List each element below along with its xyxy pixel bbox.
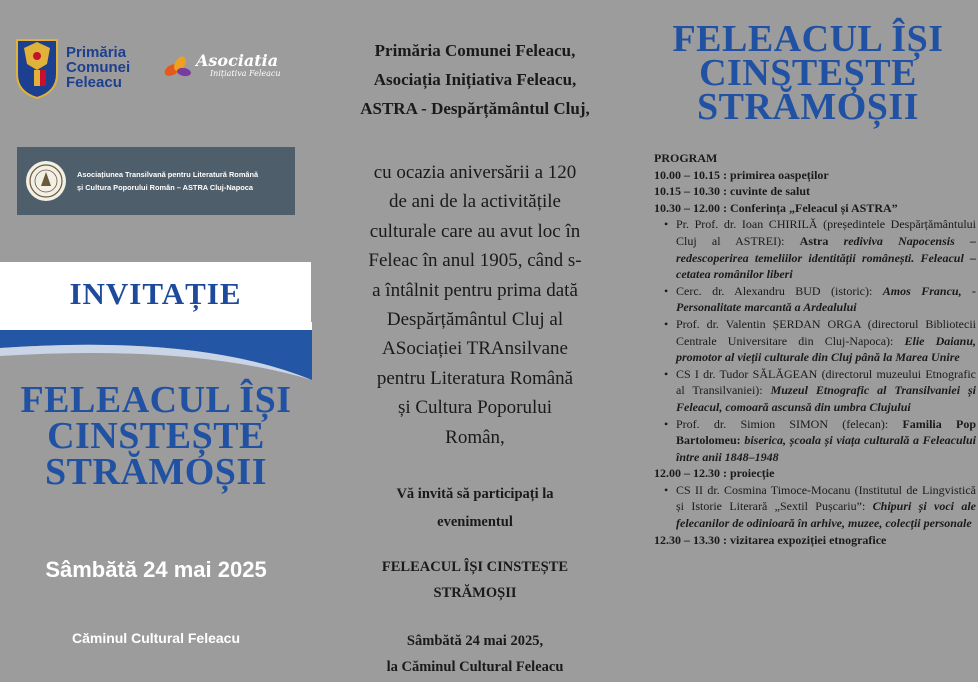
program-slot: 10.15 – 10.30 : cuvinte de salut [654,184,810,199]
occasion-line: Român, [445,426,505,448]
primaria-line-3: Feleacu [66,73,122,91]
left-event-title [0,379,312,493]
occasion-line: pentru Literatura Română [376,367,574,389]
asociatia-logo [162,50,281,82]
left-title-line-2: CINSTEȘTE [47,415,265,457]
primaria-logo-text [66,45,130,90]
left-title-line-1: FELEACUL ÎȘI [20,379,292,421]
program-slot: 10.00 – 10.15 : primirea oaspeților [654,167,829,182]
talk-item: • Cerc. dr. Alexandru BUD (istoric): Amos Francu, - Personalitate marcantă a Ardealului [664,283,976,316]
astra-line-2: și Cultura Poporului Român – ASTRA Cluj-Napoca [77,183,254,192]
astra-banner [17,147,295,215]
occasion-line: și Cultura Poporului [397,397,553,419]
projection-talks [654,482,976,532]
invitation-line [312,480,638,536]
right-title-line-2: CINSTEȘTE [699,52,917,94]
left-event-venue: Căminul Cultural Feleacu [71,630,241,646]
blue-swoosh-decoration [0,322,312,380]
event-name-line-1: FELEACUL ÎȘI CINSTEȘTE [381,559,569,575]
left-event-date: Sâmbătă 24 mai 2025 [45,557,267,582]
romania-coat-of-arms-icon [14,34,60,100]
right-panel [638,0,978,682]
occasion-line: a întâlnit pentru prima dată [372,279,578,301]
leaves-icon [162,50,194,82]
astra-line-1: Asociațiunea Transilvană pentru Literatură Română [77,170,259,179]
talk-item: • CS II dr. Cosmina Timoce-Mocanu (Institutul de Lingvistică și Istorie Literară „Sextil Pușcariu”: Chipuri și voci ale felecanilor de odinioară în arhive, muzee, colecții personale [664,482,976,532]
occasion-line: cu ocazia aniversării a 120 [373,162,577,183]
invitation-line-1: Vă invită să participați la [396,486,554,502]
astra-banner-text [77,168,258,194]
talk-item: • Prof. dr. Valentin ȘERDAN ORGA (directorul Bibliotecii Centrale Universitare din Cluj-Napoca): Elie Daianu, promotor al vieții culturale din Cluj până la Marea Unire [664,316,976,366]
talk-item: • Pr. Prof. dr. Ioan CHIRILĂ (președintele Despărțământului Cluj al ASTREI): Astra rediviva Napocensis – redescoperirea temeliilor identității românești. Feleacul – cetatea românilor liberi [664,216,976,282]
right-title-line-3: STRĂMOȘII [697,86,919,128]
asociatia-name: Asociatia [196,51,279,70]
left-panel [0,0,312,682]
event-date-line: Sâmbătă 24 mai 2025, [406,633,544,649]
event-venue-line: la Căminul Cultural Feleacu [386,659,564,675]
primaria-logo [14,34,130,100]
invitation-line-2: evenimentul [437,514,513,530]
primaria-line-1: Primăria [66,43,127,61]
right-title-line-1: FELEACUL ÎȘI [672,18,944,60]
talk-item: • CS I dr. Tudor SĂLĂGEAN (directorul muzeului Etnografic al Transilvaniei): Muzeul Etnografic al Transilvaniei și Feleacul, comoară ascunsă din umbra Clujului [664,366,976,416]
occasion-line: Despărțământul Cluj al [386,309,564,331]
organizer-3: ASTRA - Despărțământul Cluj, [360,99,590,118]
middle-panel [312,0,638,682]
asociatia-logo-text [196,53,281,79]
talk-item: • Prof. dr. Simion SIMON (felecan): Familia Pop Bartolomeu: biserica, școala și viața culturală a Feleacului între anii 1848–1948 [664,416,976,466]
organizer-1: Primăria Comunei Feleacu, [374,41,576,60]
middle-event-when [312,628,638,680]
occasion-text [330,158,620,452]
program-slot: 12.30 – 13.30 : vizitarea expoziției etnografice [654,532,887,547]
occasion-line: Feleac în anul 1905, când s- [368,250,582,272]
primaria-line-2: Comunei [66,58,131,76]
asociatia-subtitle: Inițiativa Feleacu [210,69,281,78]
right-event-title [638,18,978,128]
organizer-2: Asociația Inițiativa Feleacu, [373,70,577,89]
occasion-line: culturale care au avut loc în [369,220,581,242]
program [654,150,976,548]
program-slot: 12.00 – 12.30 : proiecție [654,466,775,481]
program-slot: 10.30 – 12.00 : Conferința „Feleacul și ASTRA” [654,200,898,215]
middle-event-name [312,554,638,606]
occasion-line: de ani de la activitățile [389,191,561,213]
occasion-line: ASociației TRAnsilvane [382,338,568,360]
conference-talks [654,216,976,465]
organizers [312,36,638,123]
program-heading: PROGRAM [654,151,718,165]
invite-title: INVITAȚIE [69,276,242,311]
event-name-line-2: STRĂMOȘII [433,585,517,601]
left-title-line-3: STRĂMOȘII [45,451,267,493]
astra-seal-icon [25,160,67,202]
